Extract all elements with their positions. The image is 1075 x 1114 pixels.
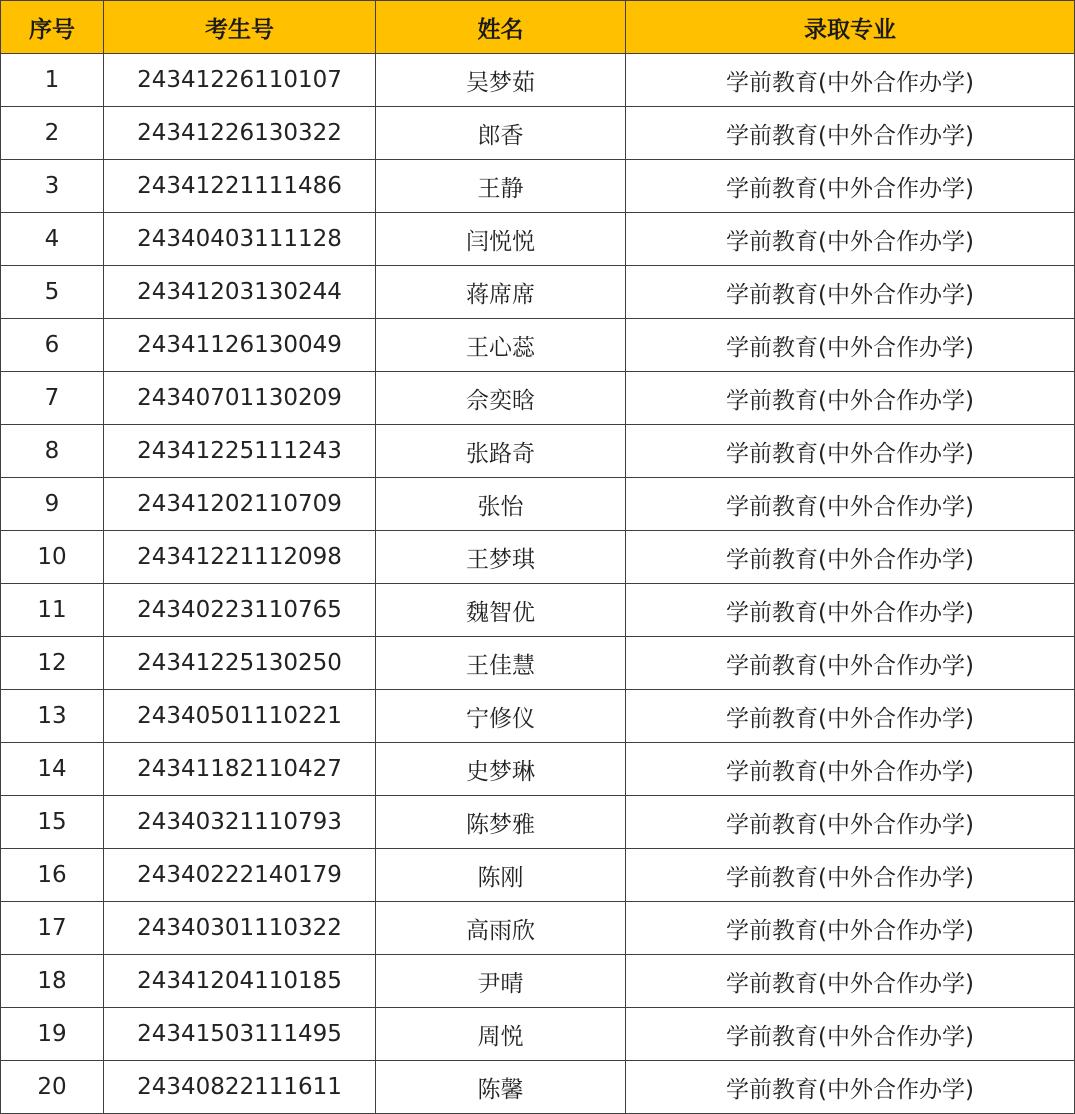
cell-name: 佘奕晗 — [376, 372, 626, 425]
cell-major: 学前教育(中外合作办学) — [626, 902, 1075, 955]
cell-index: 20 — [1, 1061, 104, 1114]
cell-exam-id: 24341226110107 — [104, 54, 376, 107]
cell-index: 11 — [1, 584, 104, 637]
cell-name: 王心蕊 — [376, 319, 626, 372]
cell-name: 史梦琳 — [376, 743, 626, 796]
cell-exam-id: 24341225111243 — [104, 425, 376, 478]
cell-exam-id: 24341203130244 — [104, 266, 376, 319]
cell-name: 王静 — [376, 160, 626, 213]
cell-major: 学前教育(中外合作办学) — [626, 266, 1075, 319]
cell-exam-id: 24341182110427 — [104, 743, 376, 796]
cell-major: 学前教育(中外合作办学) — [626, 425, 1075, 478]
cell-exam-id: 24340222140179 — [104, 849, 376, 902]
cell-major: 学前教育(中外合作办学) — [626, 955, 1075, 1008]
cell-index: 18 — [1, 955, 104, 1008]
cell-name: 高雨欣 — [376, 902, 626, 955]
cell-major: 学前教育(中外合作办学) — [626, 1008, 1075, 1061]
table-row — [1, 54, 1075, 107]
cell-index: 14 — [1, 743, 104, 796]
cell-major: 学前教育(中外合作办学) — [626, 478, 1075, 531]
cell-index: 5 — [1, 266, 104, 319]
cell-name: 尹晴 — [376, 955, 626, 1008]
cell-exam-id: 24341221112098 — [104, 531, 376, 584]
header-index: 序号 — [1, 1, 104, 54]
table-row — [1, 584, 1075, 637]
cell-major: 学前教育(中外合作办学) — [626, 796, 1075, 849]
cell-name: 吴梦茹 — [376, 54, 626, 107]
cell-name: 王梦琪 — [376, 531, 626, 584]
table-row — [1, 743, 1075, 796]
cell-major: 学前教育(中外合作办学) — [626, 849, 1075, 902]
cell-exam-id: 24340822111611 — [104, 1061, 376, 1114]
table-row — [1, 478, 1075, 531]
table-body — [1, 54, 1075, 1114]
cell-name: 张路奇 — [376, 425, 626, 478]
header-name: 姓名 — [376, 1, 626, 54]
cell-exam-id: 24341126130049 — [104, 319, 376, 372]
header-row — [1, 1, 1075, 54]
table-row — [1, 319, 1075, 372]
table-row — [1, 849, 1075, 902]
cell-name: 陈馨 — [376, 1061, 626, 1114]
table-row — [1, 637, 1075, 690]
cell-index: 19 — [1, 1008, 104, 1061]
table-row — [1, 372, 1075, 425]
cell-index: 10 — [1, 531, 104, 584]
table-header — [1, 1, 1075, 54]
cell-major: 学前教育(中外合作办学) — [626, 107, 1075, 160]
cell-exam-id: 24340223110765 — [104, 584, 376, 637]
cell-exam-id: 24341202110709 — [104, 478, 376, 531]
cell-major: 学前教育(中外合作办学) — [626, 160, 1075, 213]
table-row — [1, 1008, 1075, 1061]
cell-major: 学前教育(中外合作办学) — [626, 531, 1075, 584]
header-major: 录取专业 — [626, 1, 1075, 54]
cell-index: 12 — [1, 637, 104, 690]
cell-major: 学前教育(中外合作办学) — [626, 690, 1075, 743]
table-row — [1, 107, 1075, 160]
table-row — [1, 425, 1075, 478]
cell-name: 魏智优 — [376, 584, 626, 637]
cell-major: 学前教育(中外合作办学) — [626, 1061, 1075, 1114]
table-row — [1, 1061, 1075, 1114]
table-row — [1, 796, 1075, 849]
table-row — [1, 531, 1075, 584]
cell-major: 学前教育(中外合作办学) — [626, 372, 1075, 425]
cell-index: 8 — [1, 425, 104, 478]
cell-exam-id: 24340501110221 — [104, 690, 376, 743]
table-row — [1, 160, 1075, 213]
cell-index: 15 — [1, 796, 104, 849]
cell-exam-id: 24341221111486 — [104, 160, 376, 213]
cell-major: 学前教育(中外合作办学) — [626, 319, 1075, 372]
cell-exam-id: 24341226130322 — [104, 107, 376, 160]
cell-index: 2 — [1, 107, 104, 160]
cell-major: 学前教育(中外合作办学) — [626, 584, 1075, 637]
cell-index: 1 — [1, 54, 104, 107]
cell-major: 学前教育(中外合作办学) — [626, 54, 1075, 107]
cell-exam-id: 24340701130209 — [104, 372, 376, 425]
table-row — [1, 955, 1075, 1008]
cell-exam-id: 24341503111495 — [104, 1008, 376, 1061]
cell-name: 蒋席席 — [376, 266, 626, 319]
cell-name: 宁修仪 — [376, 690, 626, 743]
cell-index: 9 — [1, 478, 104, 531]
cell-name: 陈梦雅 — [376, 796, 626, 849]
cell-name: 周悦 — [376, 1008, 626, 1061]
cell-index: 7 — [1, 372, 104, 425]
cell-index: 17 — [1, 902, 104, 955]
table-row — [1, 690, 1075, 743]
cell-major: 学前教育(中外合作办学) — [626, 213, 1075, 266]
cell-exam-id: 24340403111128 — [104, 213, 376, 266]
cell-name: 郎香 — [376, 107, 626, 160]
cell-exam-id: 24340301110322 — [104, 902, 376, 955]
cell-exam-id: 24341225130250 — [104, 637, 376, 690]
cell-index: 4 — [1, 213, 104, 266]
cell-name: 王佳慧 — [376, 637, 626, 690]
table-row — [1, 213, 1075, 266]
cell-index: 16 — [1, 849, 104, 902]
table-row — [1, 902, 1075, 955]
cell-index: 13 — [1, 690, 104, 743]
table-row — [1, 266, 1075, 319]
cell-name: 陈刚 — [376, 849, 626, 902]
cell-index: 6 — [1, 319, 104, 372]
cell-exam-id: 24340321110793 — [104, 796, 376, 849]
cell-major: 学前教育(中外合作办学) — [626, 743, 1075, 796]
cell-name: 闫悦悦 — [376, 213, 626, 266]
cell-exam-id: 24341204110185 — [104, 955, 376, 1008]
cell-name: 张怡 — [376, 478, 626, 531]
cell-index: 3 — [1, 160, 104, 213]
header-exam-id: 考生号 — [104, 1, 376, 54]
cell-major: 学前教育(中外合作办学) — [626, 637, 1075, 690]
